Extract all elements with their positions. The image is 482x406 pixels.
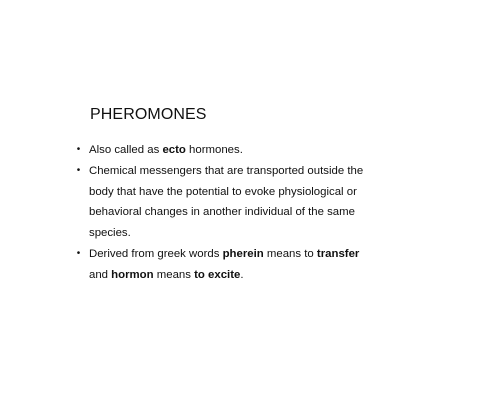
- bullet-text-segment: means: [153, 268, 195, 281]
- bullet-text-bold: pherein: [222, 247, 264, 260]
- bullet-text-segment: and: [89, 268, 112, 281]
- bullet-text-segment: Derived from greek words: [89, 247, 223, 260]
- bullet-text-segment: hormones.: [185, 144, 243, 156]
- bullet-text-segment: .: [240, 268, 244, 281]
- bullet-dot-icon: •: [76, 144, 81, 155]
- bullet-item: [68, 244, 373, 286]
- bullet-text-bold: ecto: [162, 144, 186, 156]
- bullet-text-segment: Chemical messengers that are transported outside the body that have the potential to evoke physiological or behavioral changes in another individual of the same species.: [89, 164, 364, 240]
- bullet-text-segment: means to: [263, 247, 317, 260]
- bullet-dot-icon: •: [76, 164, 81, 176]
- bullet-text-bold: to excite: [194, 268, 241, 281]
- bullet-item: [68, 140, 373, 161]
- slide-title: PHEROMONES: [90, 106, 207, 123]
- bullet-dot-icon: •: [76, 247, 81, 259]
- bullet-text-segment: Also called as: [89, 144, 163, 156]
- bullet-item: [68, 161, 373, 244]
- bullet-text-bold: transfer: [316, 247, 360, 260]
- bullet-text-bold: hormon: [111, 268, 154, 281]
- bullet-list: [68, 140, 373, 286]
